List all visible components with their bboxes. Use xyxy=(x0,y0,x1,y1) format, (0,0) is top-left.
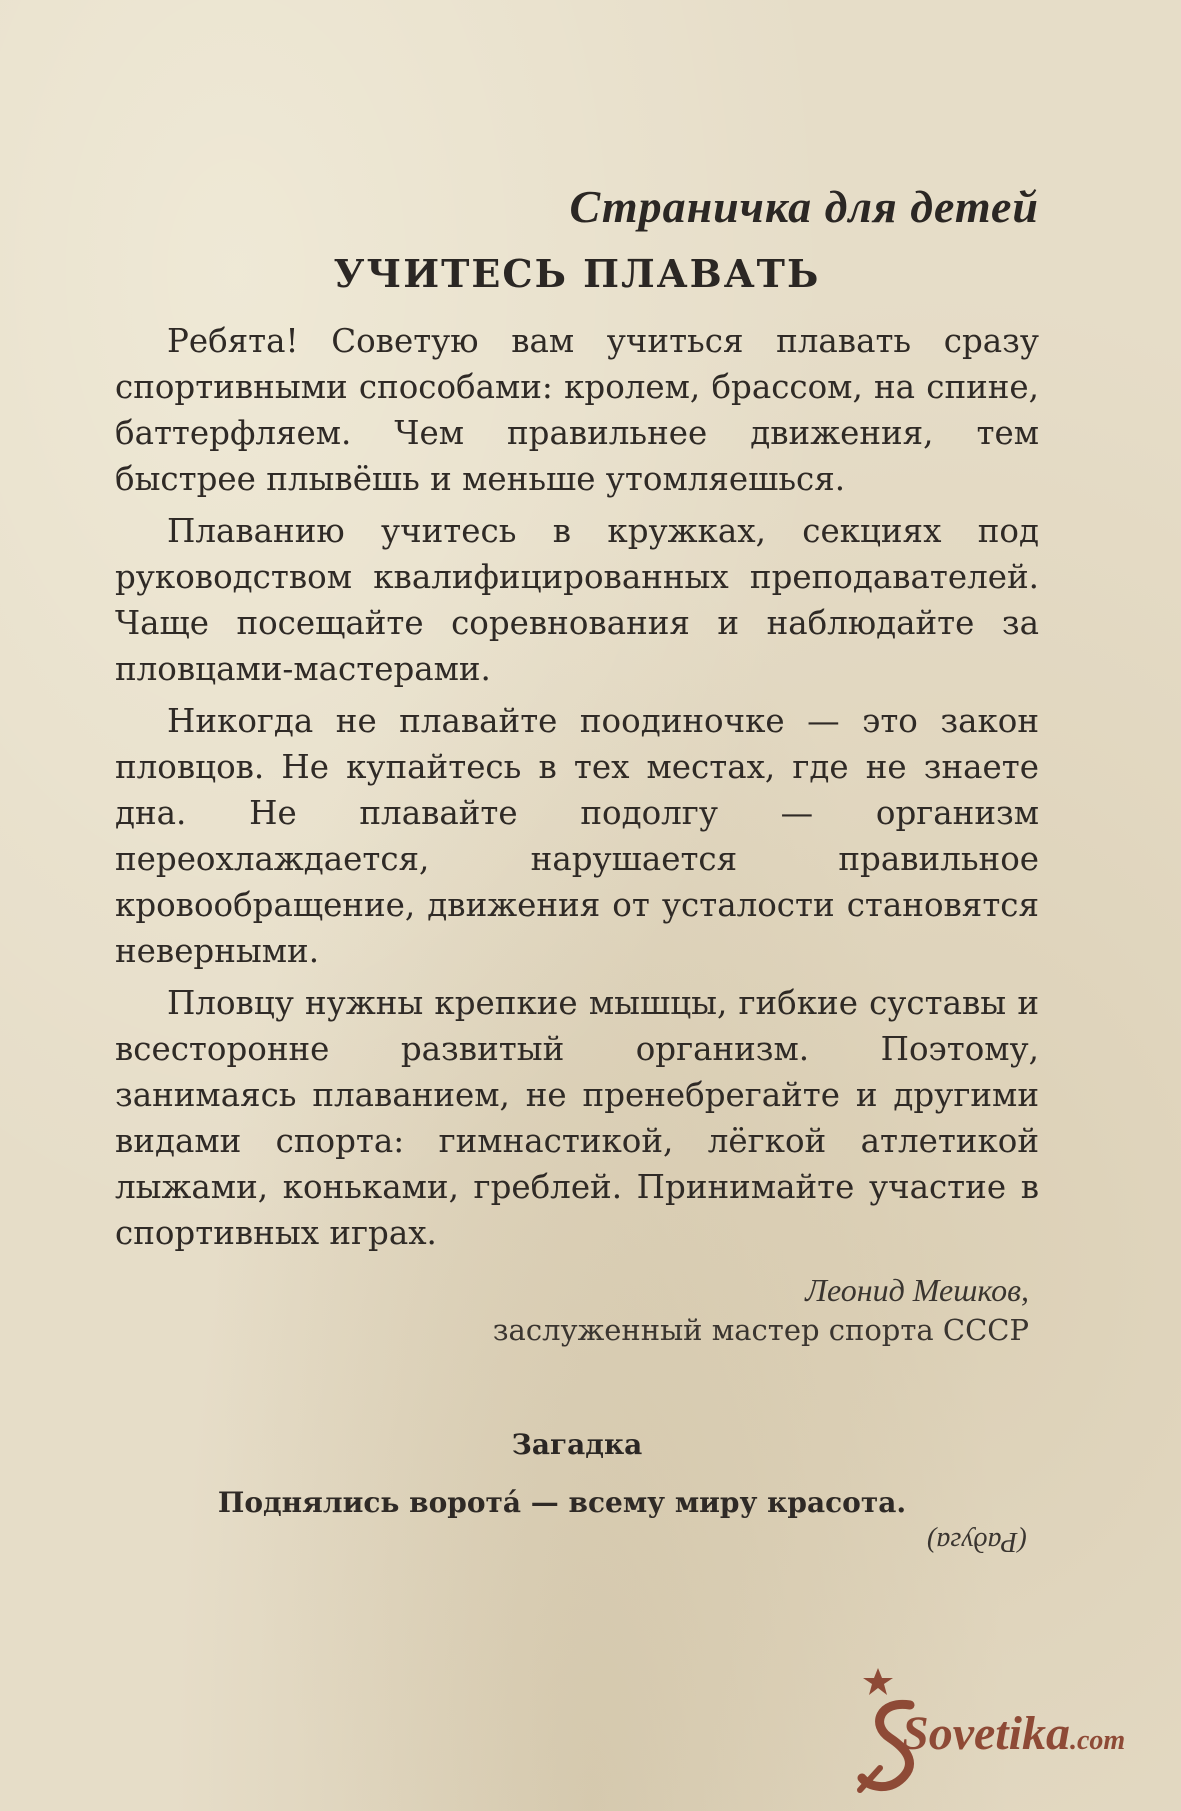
watermark-suffix: .com xyxy=(1069,1725,1126,1756)
article-paragraph-1: Ребята! Советую вам учиться плавать сразу спортивными способами: кролем, брассом, на спине, баттерфляем. Чем правильнее движения, тем быстрее плывёшь и меньше утомляешься. xyxy=(115,322,1039,498)
article-paragraph-2: Плаванию учитесь в кружках, секциях под руководством квалифицированных преподавателей. Чаще посещайте соревнования и наблюдайте за пловцами-мастерами. xyxy=(115,512,1039,688)
article-title: УЧИТЕСЬ ПЛАВАТЬ xyxy=(333,251,821,296)
watermark-brand: Sovetika xyxy=(902,1707,1070,1760)
author-name: Леонид Мешков, xyxy=(805,1272,1029,1308)
riddle-answer xyxy=(115,1525,1039,1557)
section-header: Страничка для детей xyxy=(569,181,1039,232)
article-paragraph-4: Пловцу нужны крепкие мышцы, гибкие суставы и всесторонне развитый организм. Поэтому, занимаясь плаванием, не пренебрегайте и другими видами спорта: гимнастикой, лёгкой атлетикой лыжами, коньками, греблей. Принимайте участие в спортивных играх. xyxy=(115,984,1039,1252)
riddle-answer-upside-down: (Радуга) xyxy=(927,1526,1027,1557)
watermark-text xyxy=(902,1706,1125,1761)
sovetika-watermark xyxy=(840,1650,1170,1800)
riddle-heading: Загадка xyxy=(511,1428,643,1461)
riddle-text: Поднялись ворота́ — всему миру красота. xyxy=(217,1486,907,1519)
author-signature xyxy=(115,1270,1039,1350)
author-title: заслуженный мастер спорта СССР xyxy=(492,1313,1029,1347)
text-column xyxy=(115,180,1039,1557)
article-paragraph-3: Никогда не плавайте поодиночке — это закон пловцов. Не купайтесь в тех местах, где не знаете дна. Не плавайте подолгу — организм переохлаждается, нарушается правильное кровообращение, движения от усталости становятся неверными. xyxy=(115,702,1039,970)
